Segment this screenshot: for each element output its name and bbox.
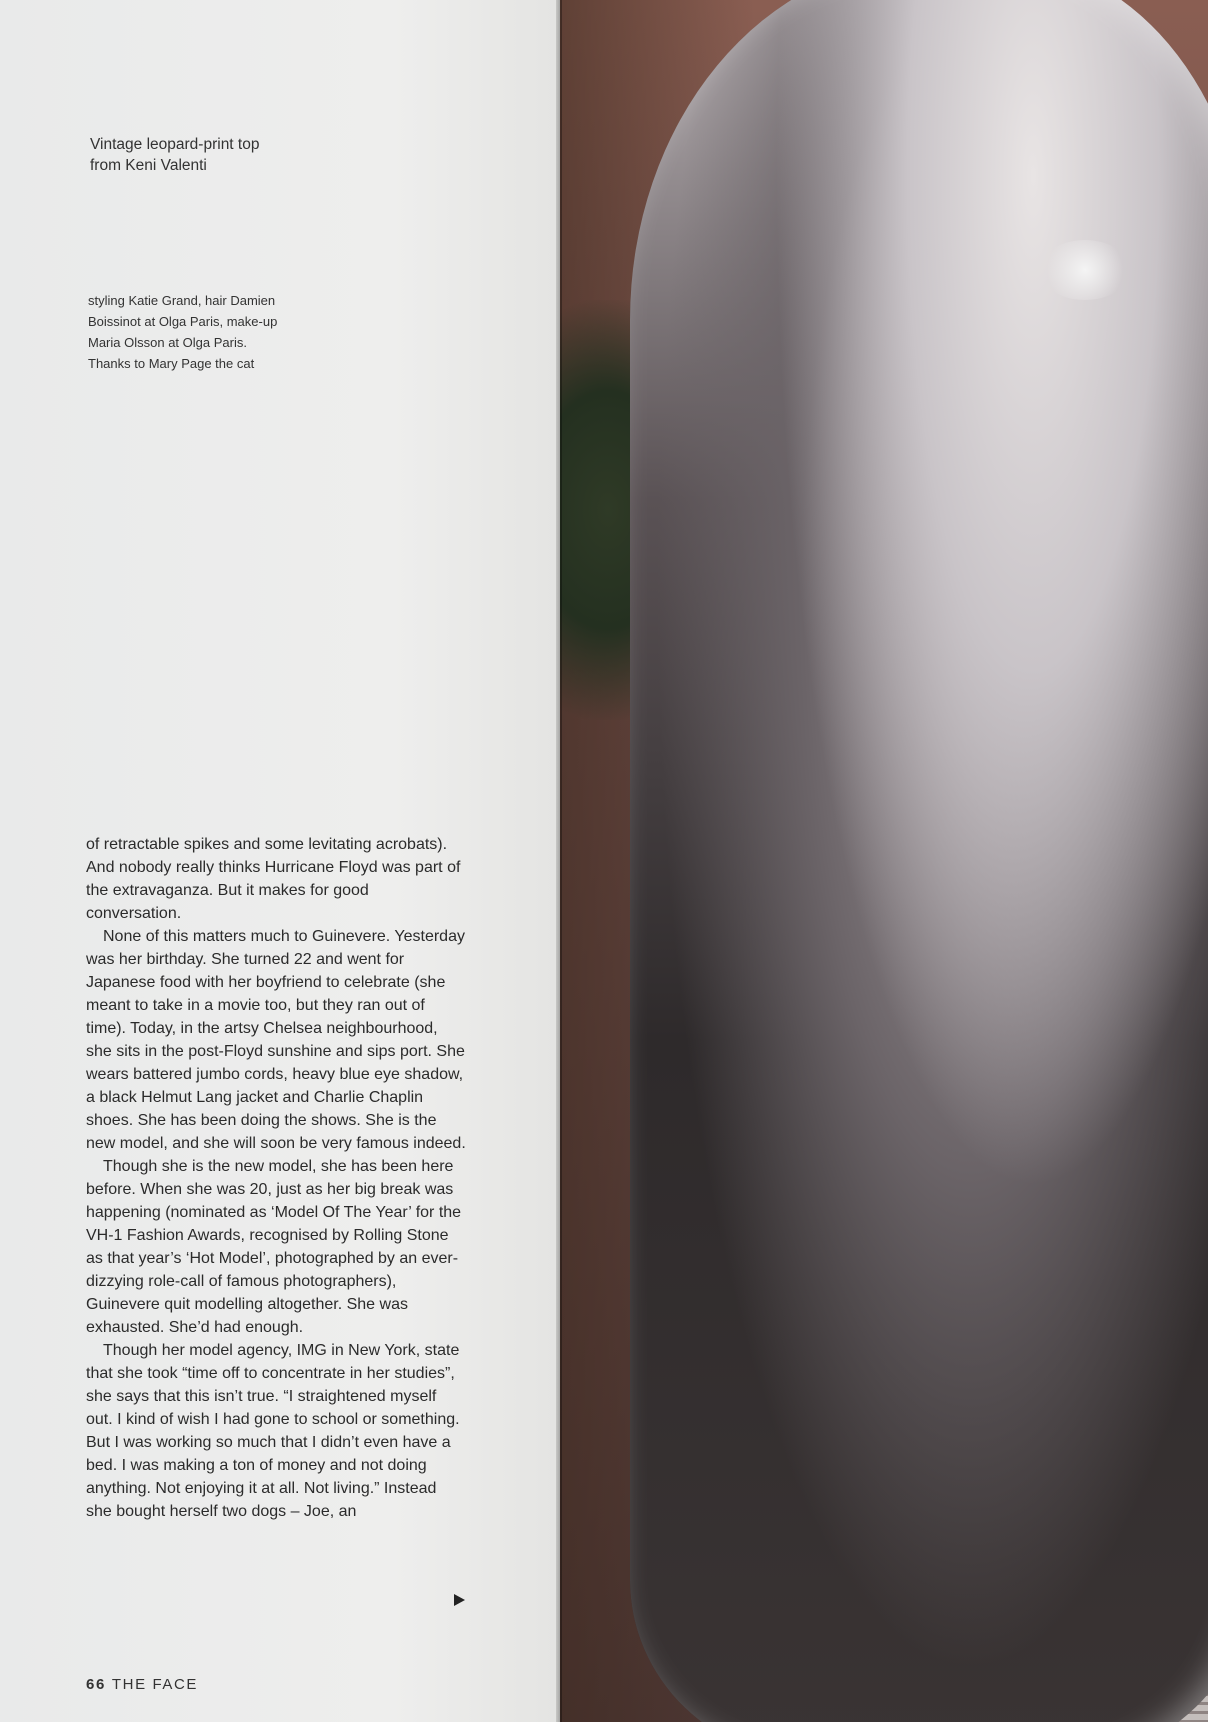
caption-line: from Keni Valenti bbox=[90, 157, 207, 174]
credits-line: Thanks to Mary Page the cat bbox=[88, 356, 255, 371]
page-spine bbox=[556, 0, 562, 1722]
photo-eye-glow bbox=[1040, 240, 1130, 300]
credits-line: styling Katie Grand, hair Damien bbox=[88, 293, 276, 308]
article-paragraph: Though her model agency, IMG in New York, state that she took “time off to concentrate in her studies”, she says that this isn’t true. “I straightened myself out. I kind of wish I had gone to school or something. But I was working so much that I didn’t even have a bed. I was making a ton of money and not doing anything. Not enjoying it at all. Not living.” Instead she bought herself two dogs – Joe, an bbox=[86, 1342, 460, 1520]
credits-line: Boissinot at Olga Paris, make-up bbox=[88, 314, 278, 329]
article-paragraph: Though she is the new model, she has been here before. When she was 20, just as her big break was happening (nominated as ‘Model Of The Year’ for the VH-1 Fashion Awards, recognised by Rolling Stone as that year’s ‘Hot Model’, photographed by an ever-dizzying role-call of famous photographers), Guinevere quit modelling altogether. She was exhausted. She’d had enough. bbox=[86, 1158, 462, 1336]
credits-caption bbox=[88, 290, 388, 374]
text-page bbox=[0, 0, 560, 1722]
folio bbox=[86, 1676, 198, 1693]
caption-line: Vintage leopard-print top bbox=[90, 136, 260, 153]
continue-arrow-icon bbox=[454, 1594, 465, 1606]
cat-photo bbox=[560, 0, 1208, 1722]
article-paragraph: of retractable spikes and some levitating acrobats). And nobody really thinks Hurricane Floyd was part of the extravaganza. But it makes for good conversation. bbox=[86, 836, 461, 922]
article-body bbox=[86, 833, 466, 1523]
garment-caption bbox=[90, 134, 410, 176]
magazine-name: THE FACE bbox=[111, 1676, 199, 1693]
credits-line: Maria Olsson at Olga Paris. bbox=[88, 335, 247, 350]
page-number: 66 bbox=[86, 1676, 106, 1693]
article-paragraph: None of this matters much to Guinevere. Yesterday was her birthday. She turned 22 and went for Japanese food with her boyfriend to celebrate (she meant to take in a movie too, but they ran out of time). Today, in the artsy Chelsea neighbourhood, she sits in the post-Floyd sunshine and sips port. She wears battered jumbo cords, heavy blue eye shadow, a black Helmut Lang jacket and Charlie Chaplin shoes. She has been doing the shows. She is the new model, and she will soon be very famous indeed. bbox=[86, 928, 466, 1152]
